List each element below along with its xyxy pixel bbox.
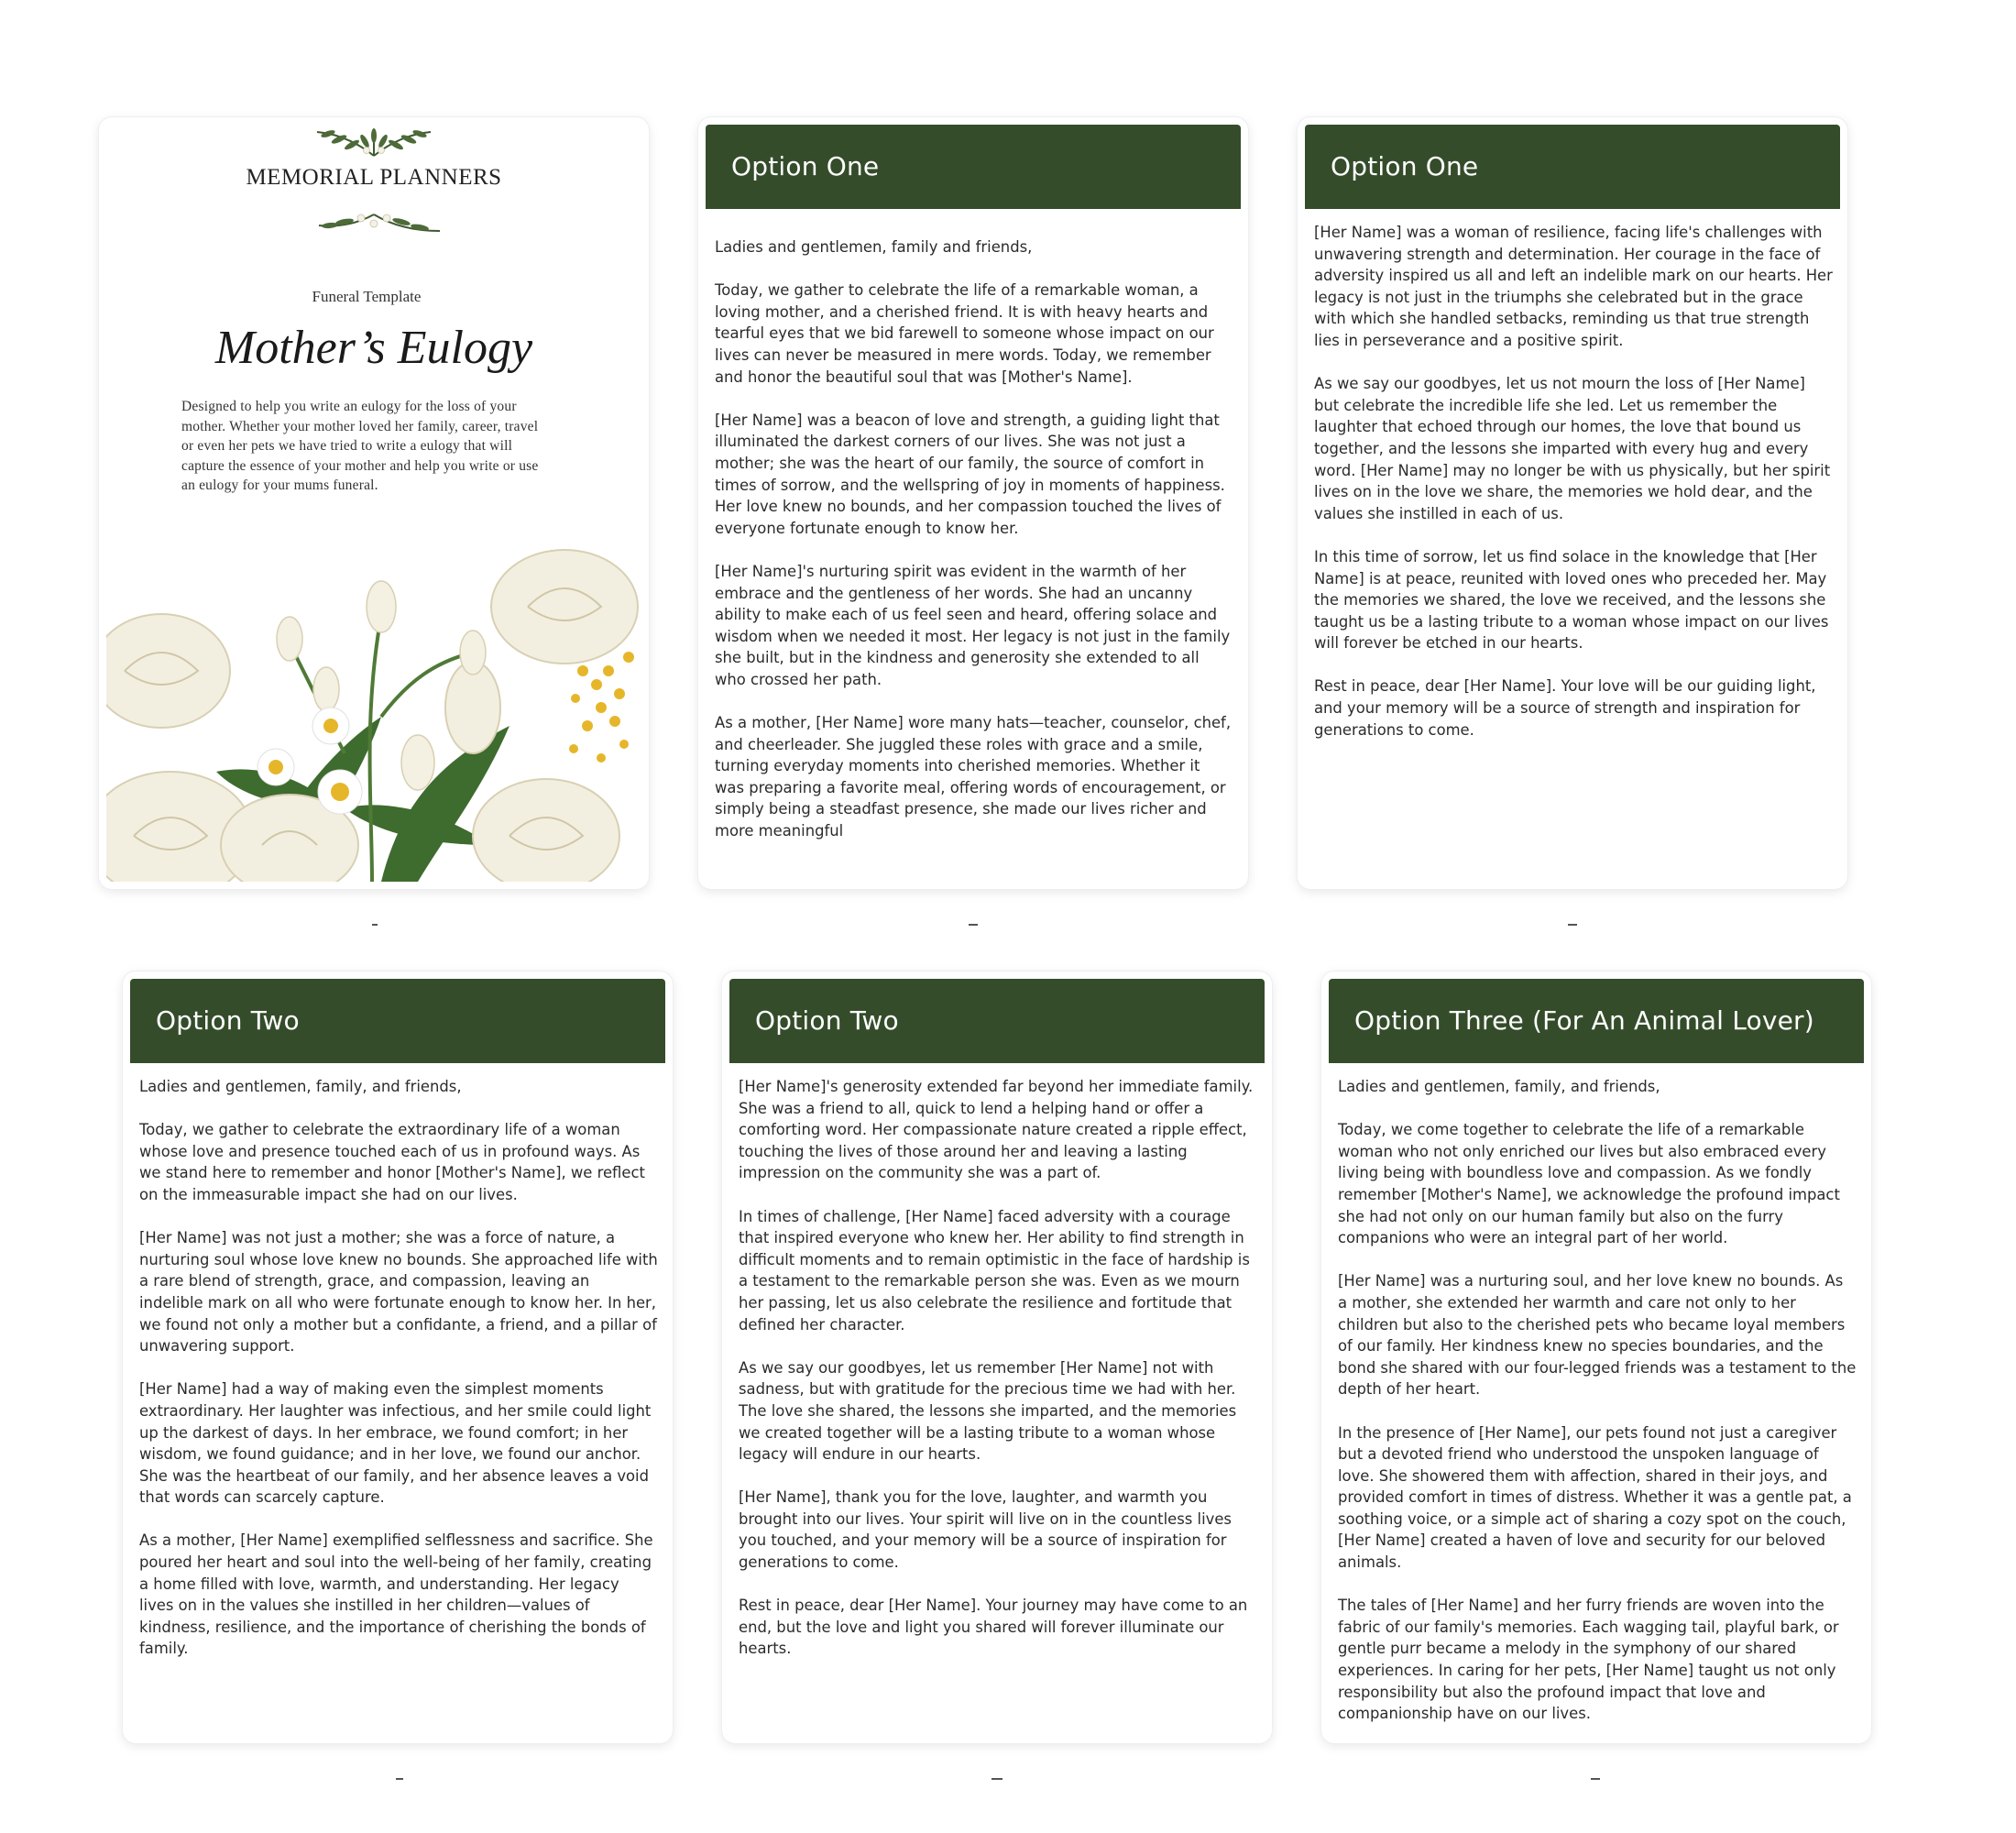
page-header [706, 125, 1241, 209]
flower-bouquet-icon [106, 533, 641, 882]
paragraph: Ladies and gentlemen, family, and friends, [139, 1078, 462, 1095]
page-title: Option Two [156, 1005, 300, 1036]
eulogy-text [1338, 1076, 1857, 1743]
cover-page [99, 117, 649, 889]
eulogy-page [1321, 971, 1871, 1743]
eulogy-text [715, 236, 1233, 863]
eulogy-text [1314, 222, 1833, 763]
paragraph: [Her Name] had a way of making even the simplest moments extraordinary. Her laughter was infectious, and her smile could light up the darkest of days. In her embrace, we found comfort; in her wisdom, we found guidance; and in her love, we found our anchor. She was the heartbeat of our family, and her absence leaves a void that words can scarcely capture. [139, 1380, 652, 1507]
logo-text: MEMORIAL PLANNERS [246, 165, 502, 190]
page-header [729, 979, 1265, 1063]
paragraph: In the presence of [Her Name], our pets found not just a caregiver but a devoted friend who understood the unspoken language of love. She showered them with affection, shared in their joys, and provided comfort in times of distress. Whether it was a gentle pat, a soothing voice, or a simple act of sharing a cozy spot on the couch, [Her Name] created a haven of love and security for our beloved animals. [1338, 1423, 1852, 1572]
cover-description: Designed to help you write an eulogy for the loss of your mother. Whether your mother loved her family, career, travel or even her pets we have tried to write a eulogy that will capture the essence of your mother and help you write or use an eulogy for your mums funeral. [181, 399, 539, 494]
paragraph: The tales of [Her Name] and her furry friends are woven into the fabric of our family's memories. Each wagging tail, playful bark, or gentle purr became a melody in the symphony of our shared experiences. In caring for her pets, [Her Name] taught us not only responsibility but also the profound impact that love and companionship have on our lives. [1338, 1597, 1839, 1723]
page-title: Option One [1331, 151, 1479, 181]
page-header [1329, 979, 1864, 1063]
paragraph: Today, we come together to celebrate the life of a remarkable woman who not only enriched our lives but also embraced every living being with boundless love and compassion. As we fondly remember [Mother's Name], we acknowledge the profound impact she had not only on our human family but also on the furry companions who were an integral part of her world. [1338, 1121, 1840, 1247]
paragraph: As we say our goodbyes, let us not mourn the loss of [Her Name] but celebrate the incredible life she led. Let us remember the laughter that echoed through our homes, the love that bound us together, and the lessons she imparted with every hug and every word. [Her Name] may no longer be with us physically, but her spirit lives on in the love we share, the memories we hold dear, and the values she instilled in each of us. [1314, 375, 1831, 522]
page-marker [969, 924, 978, 926]
paragraph: Ladies and gentlemen, family, and friends, [1338, 1078, 1660, 1095]
page-marker [1568, 924, 1577, 926]
cover-subtitle: Funeral Template [312, 288, 422, 305]
logo [99, 123, 649, 233]
paragraph: Rest in peace, dear [Her Name]. Your love will be our guiding light, and your memory will be a source of strength and inspiration for generations to come. [1314, 677, 1816, 739]
paragraph: As we say our goodbyes, let us remember [Her Name] not with sadness, but with gratitude for the precious time we had with her. The love she shared, the lessons she imparted, and the memories we created together will be a lasting tribute to a woman whose legacy will endure in our hearts. [739, 1358, 1237, 1464]
paragraph: [Her Name]'s generosity extended far beyond her immediate family. She was a friend to all, quick to lend a helping hand or offer a comforting word. Her compassionate nature created a ripple effect, touching the lives of those around her and leaving a lasting impression on the community she was a part of. [739, 1078, 1254, 1182]
paragraph: As a mother, [Her Name] wore many hats—teacher, counselor, chef, and cheerleader. She juggled these roles with grace and a smile, turning everyday moments into cherished memories. Whether it was preparing a favorite meal, offering words of encouragement, or simply being a steadfast presence, she made our lives richer and more meaningful [715, 714, 1232, 840]
page-marker [372, 924, 378, 926]
page-marker [1591, 1778, 1600, 1780]
paragraph: Today, we gather to celebrate the life of a remarkable woman, a loving mother, and a cherished friend. It is with heavy hearts and tearful eyes that we bid farewell to someone whose impact on our lives can never be measured in mere words. Today, we remember and honor the beautiful soul that was [Mother's Name]. [715, 281, 1214, 386]
page-marker [396, 1778, 403, 1780]
eulogy-page [1298, 117, 1847, 889]
paragraph: In this time of sorrow, let us find solace in the knowledge that [Her Name] is at peace, reunited with loved ones who preceded her. May the memories we shared, the love we received, and the lessons she taught us be a lasting tribute to a woman whose impact on our lives will forever be etched in our hearts. [1314, 547, 1829, 653]
page-header [130, 979, 665, 1063]
paragraph: [Her Name] was a woman of resilience, facing life's challenges with unwavering strength and determination. Her courage in the face of adversity inspired us all and left an indelible mark on our hearts. Her legacy is not just in the triumphs she celebrated but in the grace with which she handled setbacks, reminding us that true strength lies in perseverance and a positive spirit. [1314, 224, 1833, 349]
eulogy-page [123, 971, 673, 1743]
page-title: Option Three (For An Animal Lover) [1354, 1005, 1814, 1036]
paragraph: [Her Name] was a nurturing soul, and her love knew no bounds. As a mother, she extended her warmth and care not only to her children but also to the cherished pets who became loyal members of our family. Her kindness knew no species boundaries, and the bond she shared with our four-legged friends was a testament to the depth of her heart. [1338, 1272, 1857, 1399]
paragraph: [Her Name] was a beacon of love and strength, a guiding light that illuminated the darkest corners of our lives. She was not just a mother; she was the heart of our family, the source of comfort in times of sorrow, and the wellspring of joy in moments of happiness. Her love knew no bounds, and her compassion touched the lives of everyone fortunate enough to know her. [715, 411, 1225, 537]
page-title: Option One [731, 151, 880, 181]
paragraph: [Her Name], thank you for the love, laughter, and warmth you brought into our lives. Your spirit will live on in the countless lives you touched, and your memory will be a source of inspiration for generations to come. [739, 1488, 1232, 1572]
page-header [1305, 125, 1840, 209]
page-title: Option Two [755, 1005, 899, 1036]
paragraph: [Her Name]'s nurturing spirit was evident in the warmth of her embrace and the gentleness of her words. She had an uncanny ability to make each of us feel seen and heard, offering solace and wisdom when we needed it most. Her legacy is not just in the family she built, but in the kindness and generosity she extended to all who crossed her path. [715, 562, 1231, 688]
paragraph: In times of challenge, [Her Name] faced adversity with a courage that inspired everyone who knew her. Her ability to find strength in difficult moments and to remain optimistic in the face of hardship is a testament to the remarkable person she was. Even as we mourn her passing, let us also celebrate the resilience and fortitude that defined her character. [739, 1207, 1250, 1334]
eulogy-text [139, 1076, 658, 1682]
paragraph: Ladies and gentlemen, family and friends, [715, 238, 1033, 256]
paragraph: [Her Name] was not just a mother; she was a force of nature, a nurturing soul whose love knew no bounds. She approached life with a rare blend of strength, grace, and compassion, leaving an indelible mark on all who were fortunate enough to know her. In her, we found not only a mother but a confidante, a friend, and a pillar of unwavering support. [139, 1229, 658, 1356]
paragraph: Today, we gather to celebrate the extraordinary life of a woman whose love and presence touched each of us in profound ways. As we stand here to remember and honor [Mother's Name], we reflect on the immeasurable impact she had on our lives. [139, 1121, 645, 1203]
eulogy-page [698, 117, 1248, 889]
page-marker [992, 1778, 1003, 1780]
eulogy-page [722, 971, 1272, 1743]
floral-illustration [106, 533, 641, 882]
paragraph: As a mother, [Her Name] exemplified selflessness and sacrifice. She poured her heart and soul into the well-being of her family, creating a home filled with love, warmth, and understanding. Her legacy lives on in the values she instilled in her children—values of kindness, resilience, and the importance of cherishing the bonds of family. [139, 1531, 653, 1658]
cover-title: Mother’s Eulogy [214, 322, 533, 374]
eulogy-text [739, 1076, 1257, 1682]
paragraph: Rest in peace, dear [Her Name]. Your journey may have come to an end, but the love and light you shared will forever illuminate our hearts. [739, 1597, 1248, 1658]
